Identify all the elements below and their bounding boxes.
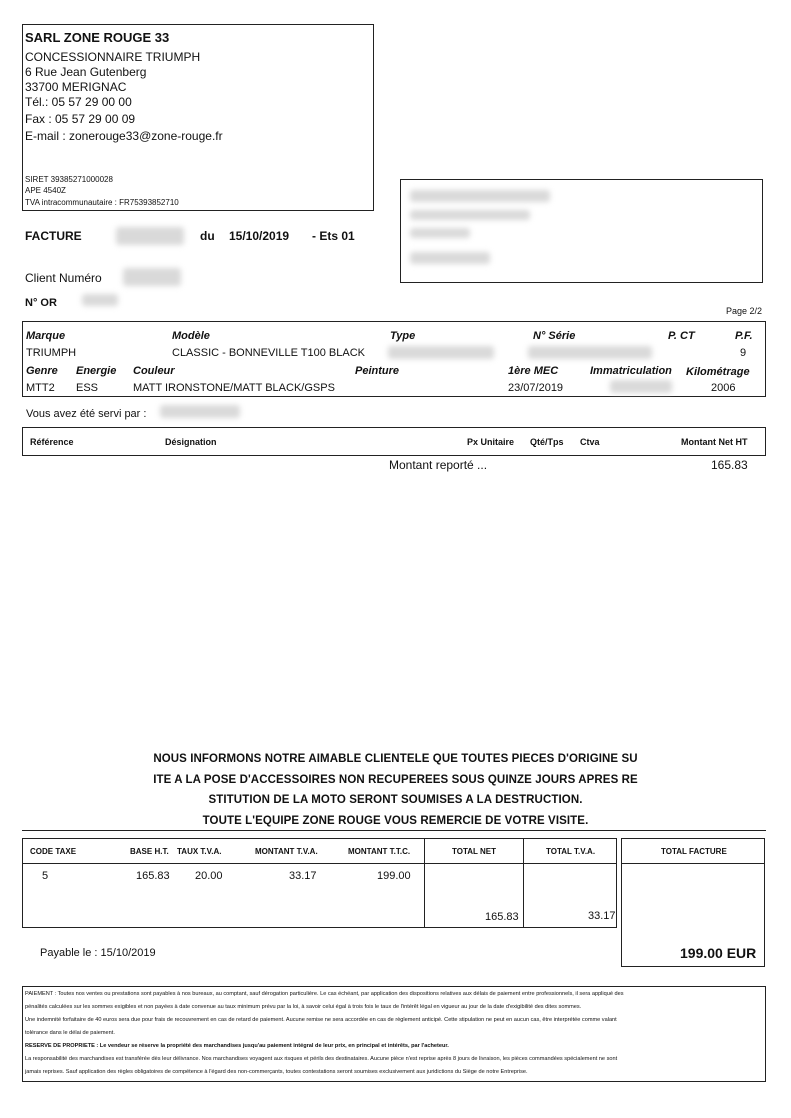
vehicle-header-km: Kilométrage: [686, 366, 750, 378]
page-number: Page 2/2: [726, 306, 763, 316]
notice-line-2: ITE A LA POSE D'ACCESSOIRES NON RECUPEREES SOUS QUINZE JOURS APRES RE: [153, 774, 638, 786]
company-street: 6 Rue Jean Gutenberg: [25, 65, 147, 79]
vehicle-marque: TRIUMPH: [26, 347, 77, 359]
lines-header-ref: Référence: [30, 437, 74, 447]
redacted-vehicle-type: [388, 346, 494, 359]
redacted-customer-extra: [410, 228, 470, 238]
vehicle-energie: ESS: [76, 382, 99, 394]
company-ape: APE 4540Z: [25, 186, 66, 195]
lines-header-pu: Px Unitaire: [467, 437, 515, 447]
redacted-customer-city: [410, 252, 490, 264]
vehicle-header-marque: Marque: [26, 330, 66, 342]
total-invoice-header: TOTAL FACTURE: [661, 847, 727, 856]
lines-header-montant: Montant Net HT: [681, 437, 748, 447]
separator-line: [22, 830, 766, 831]
vehicle-header-pct: P. CT: [668, 330, 695, 342]
vehicle-mec: 23/07/2019: [508, 382, 564, 394]
tax-table-header-rule: [22, 863, 617, 864]
tax-header-code: CODE TAXE: [30, 847, 77, 856]
terms-line-1: PAIEMENT : Toutes nos ventes ou prestations sont payables à nos bureaux, au comptant, sauf dérogation particulière. Le cas échéant, par application des dispositions relatives aux délais de paiement entre professionnels, il sera appliqué des: [25, 991, 624, 997]
vehicle-header-immat: Immatriculation: [590, 365, 672, 377]
tax-table-divider-2: [523, 838, 524, 928]
redacted-customer-street: [410, 210, 530, 220]
carried-amount-value: 165.83: [711, 458, 748, 472]
carried-amount-label: Montant reporté ...: [389, 458, 488, 472]
vehicle-header-genre: Genre: [26, 365, 58, 377]
redacted-customer-name: [410, 190, 550, 202]
redacted-client-number: [123, 268, 181, 286]
vehicle-header-serie: N° Série: [533, 330, 576, 342]
terms-box: [22, 986, 766, 1082]
total-invoice-amount: 199.00 EUR: [680, 945, 757, 961]
invoice-du-label: du: [200, 229, 215, 243]
invoice-ets: - Ets 01: [312, 229, 355, 243]
company-tva: TVA intracommunautaire : FR75393852710: [25, 198, 179, 207]
total-invoice-header-rule: [621, 863, 765, 864]
company-siret: SIRET 39385271000028: [25, 175, 113, 184]
tax-total-net: 165.83: [485, 911, 519, 923]
vehicle-header-modele: Modèle: [172, 330, 210, 342]
tax-header-taux: TAUX T.V.A.: [177, 847, 222, 856]
vehicle-header-pf: P.F.: [735, 330, 753, 342]
lines-header-qte: Qté/Tps: [530, 437, 564, 447]
redacted-vehicle-serial: [528, 346, 652, 359]
company-activity: CONCESSIONNAIRE TRIUMPH: [25, 50, 201, 64]
tax-row-mttc: 199.00: [377, 870, 411, 882]
tax-row-base: 165.83: [136, 870, 170, 882]
lines-header-ctva: Ctva: [580, 437, 600, 447]
tax-row-taux: 20.00: [195, 870, 223, 882]
client-number-label: Client Numéro: [25, 271, 102, 285]
vehicle-couleur: MATT IRONSTONE/MATT BLACK/GSPS: [133, 382, 335, 394]
tax-row-mtva: 33.17: [289, 870, 317, 882]
redacted-vehicle-immat: [610, 380, 672, 393]
company-tel: Tél.: 05 57 29 00 00: [25, 95, 132, 109]
company-fax: Fax : 05 57 29 00 09: [25, 112, 136, 126]
tax-table-divider-1: [424, 838, 425, 928]
served-by-label: Vous avez été servi par :: [26, 408, 147, 420]
vehicle-genre: MTT2: [26, 382, 55, 394]
tax-row-code: 5: [42, 870, 49, 882]
terms-line-7: jamais reprises. Sauf application des règles obligatoires de compétence à l'égard des non-commerçants, toutes contestations seront soumises exclusivement aux juridictions du Siège de notre Entreprise.: [25, 1069, 528, 1075]
terms-line-5: RESERVE DE PROPRIETE : Le vendeur se réserve la propriété des marchandises jusqu'au paiement intégral de leur prix, en principal et intérêts, par l'acheteur.: [25, 1043, 449, 1049]
redacted-or-number: [82, 294, 118, 306]
vehicle-header-couleur: Couleur: [133, 365, 175, 377]
tax-header-mttc: MONTANT T.T.C.: [348, 847, 411, 856]
lines-header-designation: Désignation: [165, 437, 217, 447]
tax-header-base: BASE H.T.: [130, 847, 169, 856]
vehicle-km: 2006: [711, 382, 736, 394]
terms-line-4: tolérance dans le délai de paiement.: [25, 1030, 115, 1036]
vehicle-modele: CLASSIC - BONNEVILLE T100 BLACK: [172, 347, 365, 359]
lines-table-header: [22, 427, 766, 456]
terms-line-3: Une indemnité forfaitaire de 40 euros sera due pour frais de recouvrement en cas de retard de paiement. Aucune remise ne sera accordée en cas de règlement anticipé. Cette stipulation ne peut en aucun cas, être interprétée comme valant: [25, 1017, 617, 1023]
tax-table: [22, 838, 617, 928]
tax-header-ttva: TOTAL T.V.A.: [546, 847, 596, 856]
vehicle-header-type: Type: [390, 330, 416, 342]
tax-header-net: TOTAL NET: [452, 847, 496, 856]
payable-date: Payable le : 15/10/2019: [40, 947, 156, 959]
vehicle-header-energie: Energie: [76, 365, 117, 377]
notice-line-1: NOUS INFORMONS NOTRE AIMABLE CLIENTELE QUE TOUTES PIECES D'ORIGINE SU: [153, 753, 638, 765]
terms-line-6: La responsabilité des marchandises est transférée dès leur délivrance. Nos marchandises voyagent aux risques et périls des destinataires. Aucune pièce n'est reprise après 8 jours de livraison, les pièces commandées spécialement ne sont: [25, 1056, 618, 1062]
invoice-label: FACTURE: [25, 229, 82, 243]
vehicle-header-mec: 1ère MEC: [508, 365, 559, 377]
notice-line-4: TOUTE L'EQUIPE ZONE ROUGE VOUS REMERCIE DE VOTRE VISITE.: [202, 815, 589, 827]
or-number-label: N° OR: [25, 297, 57, 309]
terms-line-2: pénalités calculées sur les sommes exigibles et non payées à date convenue au taux minimum prévu par la loi, à savoir celui égal à trois fois le taux de l'intérêt légal en vigueur au jour de la date d'exigibilité des dites sommes.: [25, 1004, 582, 1010]
tax-header-mtva: MONTANT T.V.A.: [255, 847, 318, 856]
invoice-date: 15/10/2019: [229, 229, 290, 243]
tax-total-tva: 33.17: [588, 910, 616, 922]
company-email: E-mail : zonerouge33@zone-rouge.fr: [25, 129, 223, 143]
redacted-served-by: [160, 405, 240, 418]
vehicle-header-peinture: Peinture: [355, 365, 400, 377]
vehicle-pf: 9: [740, 347, 747, 359]
company-city: 33700 MERIGNAC: [25, 80, 127, 94]
redacted-invoice-number: [116, 227, 184, 245]
notice-line-3: STITUTION DE LA MOTO SERONT SOUMISES A LA DESTRUCTION.: [208, 794, 583, 806]
company-name: SARL ZONE ROUGE 33: [25, 30, 170, 45]
